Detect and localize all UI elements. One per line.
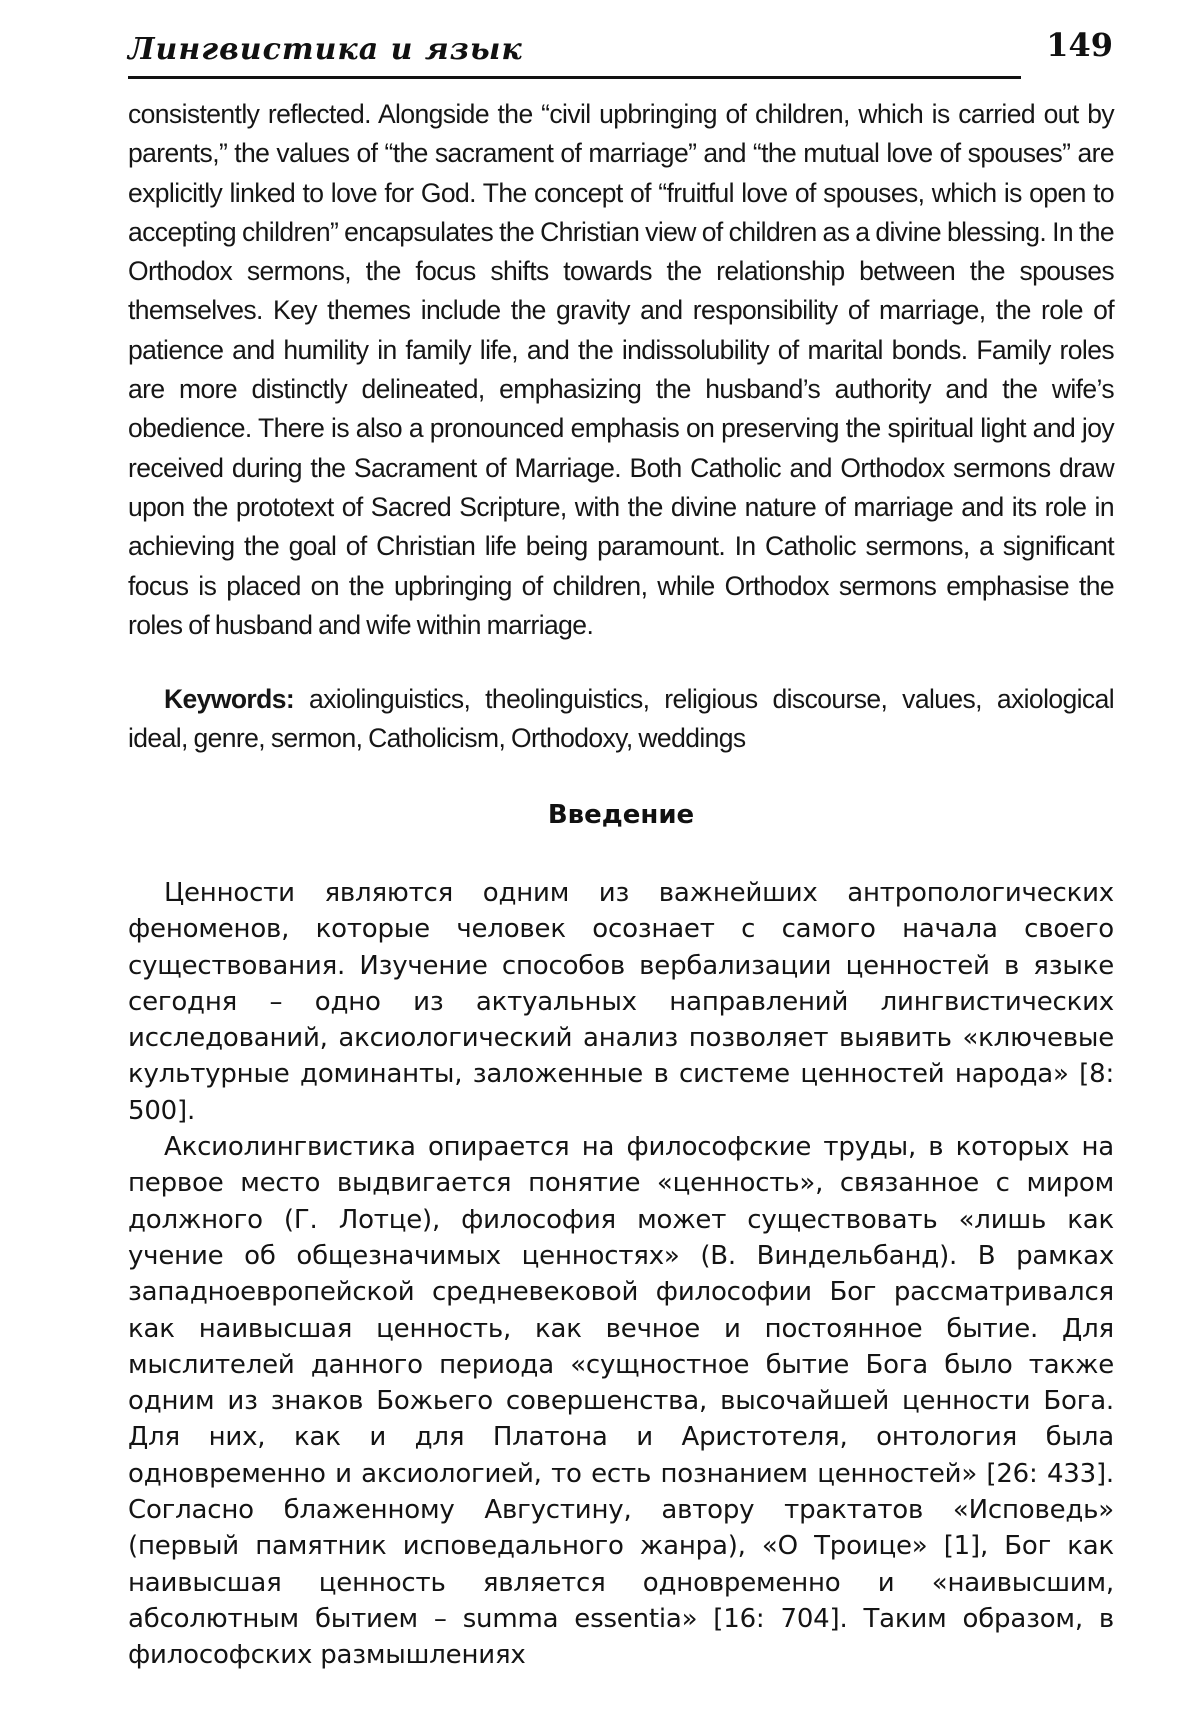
keywords-block	[128, 680, 1114, 759]
header-rule	[128, 76, 1021, 79]
page-number: 149	[1046, 26, 1113, 64]
body-paragraph: Ценности являются одним из важнейших антропологических феноменов, которые человек осознает с самого начала своего существования. Изучение способов вербализации ценностей в языке сегодня – одно из актуальных направлений лингвистических исследований, аксиологический анализ позволяет выявить «ключевые культурные доминанты, заложенные в системе ценностей народа» [8: 500].	[128, 878, 1114, 1126]
abstract-paragraph: consistently reflected. Alongside the “civil upbringing of children, which is carried out by parents,” the values of “the sacrament of marriage” and “the mutual love of spouses” are explicitly linked to love for God. The concept of “fruitful love of spouses, which is open to accepting children” encapsulates the Christian view of children as a divine blessing. In the Orthodox sermons, the focus shifts towards the relationship between the spouses themselves. Key themes include the gravity and responsibility of marriage, the role of patience and humility in family life, and the indissolubility of marital bonds. Family roles are more distinctly delineated, emphasizing the husband’s authority and the wife’s obedience. There is also a pronounced emphasis on preserving the spiritual light and joy received during the Sacrament of Marriage. Both Catholic and Orthodox sermons draw upon the prototext of Sacred Scripture, with the divine nature of marriage and its role in achieving the goal of Christian life being paramount. In Catholic sermons, a significant focus is placed on the upbringing of children, while Orthodox sermons emphasise the roles of husband and wife within marriage.	[128, 99, 1114, 640]
introduction-body	[128, 875, 1114, 1674]
keywords-label: Keywords:	[164, 684, 295, 714]
body-paragraph: Аксиолингвистика опирается на философские труды, в которых на первое место выдвигается понятие «ценность», связанное с миром должного (Г. Лотце), философия может существовать «лишь как учение об общезначимых ценностях» (В. Виндельбанд). В рамках западноевропейской средневековой философии Бог рассматривался как наивысшая ценность, как вечное и постоянное бытие. Для мыслителей данного периода «сущностное бытие Бога было также одним из знаков Божьего совершенства, высочайшей ценности Бога. Для них, как и для Платона и Аристотеля, онтология была одновременно и аксиологией, то есть познанием ценностей» [26: 433]. Согласно блаженному Августину, автору трактатов «Исповедь» (первый памятник исповедального жанра), «О Троице» [1], Бог как наивысшая ценность является одновременно и «наивысшим, абсолютным бытием – summa essentia» [16: 704]. Таким образом, в философских размышлениях	[128, 1132, 1114, 1671]
abstract-continuation	[128, 95, 1114, 645]
running-header	[128, 22, 1113, 82]
section-heading: Введение	[547, 800, 695, 830]
running-title: Лингвистика и язык	[128, 32, 523, 67]
keywords-list: axiolinguistics, theolinguistics, religious discourse, values, axiological ideal, genre, sermon, Catholicism, Orthodoxy, weddings	[128, 684, 1114, 754]
